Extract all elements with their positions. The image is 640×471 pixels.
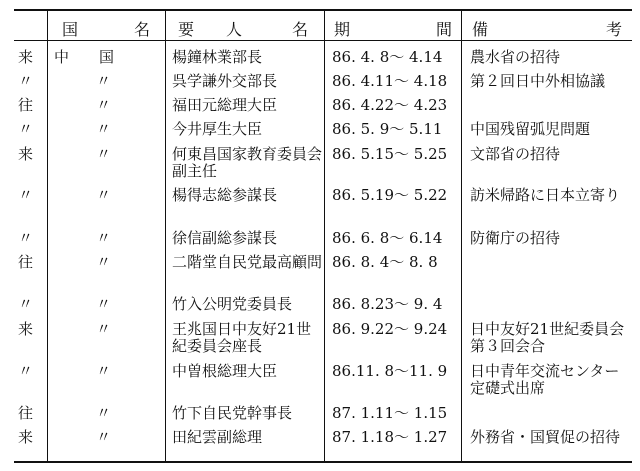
country-cell: 〃: [96, 428, 112, 446]
person-cell: 楊鐘林業部長: [172, 48, 263, 66]
person-cell: 福田元総理大臣: [172, 96, 278, 114]
person-cell: 呉学謙外交部長: [172, 72, 278, 90]
person-cell: 王兆国日中友好21世紀委員会座長: [172, 320, 312, 355]
person-cell: 徐信副総参謀長: [172, 229, 278, 247]
direction-cell: 〃: [18, 120, 34, 138]
person-cell: 田紀雲副総理: [172, 428, 263, 446]
country-cell: 〃: [96, 186, 112, 204]
period-cell: 86. 5. 9～ 5.11: [332, 120, 443, 138]
person-cell: 二階堂自民党最高顧問: [172, 253, 323, 271]
direction-cell: 〃: [18, 229, 34, 247]
country-cell: 〃: [96, 145, 112, 163]
exchange-table: [14, 9, 632, 463]
country-cell: 〃: [96, 72, 112, 90]
period-cell: 86. 5.15～ 5.25: [332, 145, 448, 163]
column-divider: [324, 11, 325, 461]
period-cell: 86. 4.11～ 4.18: [332, 72, 448, 90]
period-cell: 86. 5.19～ 5.22: [332, 186, 448, 204]
period-cell: 86. 8.23～ 9. 4: [332, 295, 443, 313]
header-divider: [14, 40, 632, 41]
person-cell: 竹下自民党幹事長: [172, 404, 293, 422]
note-cell: 日中青年交流センター定礎式出席: [470, 362, 620, 397]
header-person-2: 人: [226, 20, 243, 39]
direction-cell: 往: [18, 404, 34, 422]
person-cell: 中曽根総理大臣: [172, 362, 278, 380]
header-country-2: 名: [134, 20, 151, 39]
direction-cell: 来: [18, 320, 34, 338]
period-cell: 86. 8. 4～ 8. 8: [332, 253, 438, 271]
country-cell: 〃: [96, 362, 112, 380]
person-cell: 何東昌国家教育委員会副主任: [172, 145, 323, 180]
country-cell: 〃: [96, 120, 112, 138]
column-divider: [165, 11, 166, 461]
note-cell: 農水省の招待: [470, 48, 561, 66]
column-divider: [47, 11, 48, 461]
direction-cell: 来: [18, 428, 34, 446]
note-cell: 防衛庁の招待: [470, 229, 561, 247]
period-cell: 86. 9.22～ 9.24: [332, 320, 448, 338]
direction-cell: 〃: [18, 362, 34, 380]
note-cell: 中国残留弧児問題: [470, 120, 591, 138]
period-cell: 86. 6. 8～ 6.14: [332, 229, 443, 247]
person-cell: 竹入公明党委員長: [172, 295, 293, 313]
country-cell: 中 国: [54, 48, 115, 66]
period-cell: 86.11. 8～11. 9: [332, 362, 448, 380]
country-cell: 〃: [96, 229, 112, 247]
person-cell: 楊得志総参謀長: [172, 186, 278, 204]
header-person-3: 名: [292, 20, 309, 39]
person-cell: 今井厚生大臣: [172, 120, 263, 138]
header-note-1: 備: [472, 20, 489, 39]
note-cell: 外務省・国貿促の招待: [470, 428, 621, 446]
direction-cell: 往: [18, 96, 34, 114]
header-period-2: 間: [436, 20, 453, 39]
header-country-1: 国: [62, 20, 79, 39]
note-cell: 文部省の招待: [470, 145, 561, 163]
note-cell: 日中友好21世紀委員会第３回会合: [470, 320, 625, 355]
header-person-1: 要: [178, 20, 195, 39]
period-cell: 87. 1.18～ 1.27: [332, 428, 448, 446]
header-note-2: 考: [606, 20, 623, 39]
direction-cell: 〃: [18, 295, 34, 313]
country-cell: 〃: [96, 295, 112, 313]
country-cell: 〃: [96, 253, 112, 271]
direction-cell: 〃: [18, 186, 34, 204]
country-cell: 〃: [96, 320, 112, 338]
period-cell: 86. 4. 8～ 4.14: [332, 48, 443, 66]
country-cell: 〃: [96, 96, 112, 114]
period-cell: 86. 4.22～ 4.23: [332, 96, 448, 114]
note-cell: 訪米帰路に日本立寄り: [470, 186, 621, 204]
country-cell: 〃: [96, 404, 112, 422]
direction-cell: 往: [18, 253, 34, 271]
direction-cell: 来: [18, 145, 34, 163]
direction-cell: 来: [18, 48, 34, 66]
column-divider: [461, 11, 462, 461]
direction-cell: 〃: [18, 72, 34, 90]
note-cell: 第２回日中外相協議: [470, 72, 606, 90]
period-cell: 87. 1.11～ 1.15: [332, 404, 448, 422]
header-period-1: 期: [334, 20, 351, 39]
